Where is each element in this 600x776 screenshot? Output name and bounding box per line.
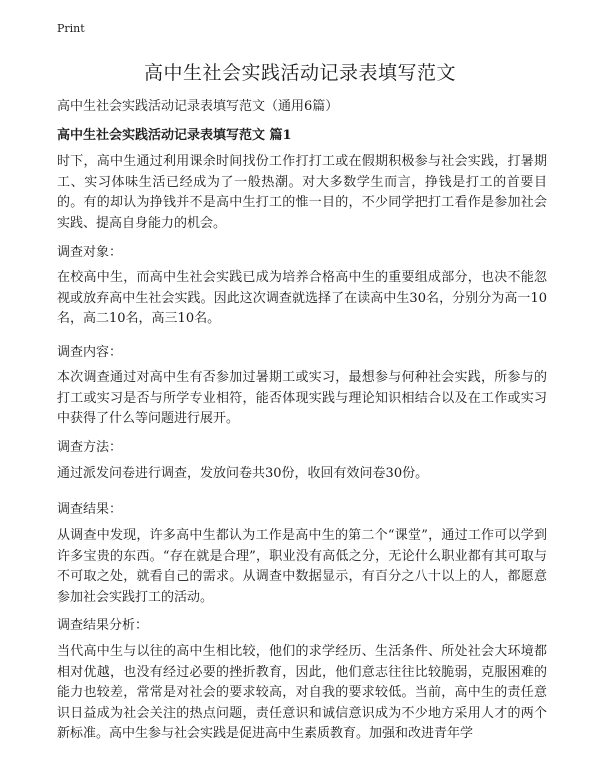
survey-method-paragraph: 通过派发问卷进行调查，发放问卷共30份，收回有效问卷30份。 — [57, 466, 429, 481]
document-subtitle: 高中生社会实践活动记录表填写范文（通用6篇） — [57, 99, 339, 114]
survey-method-label: 调查方法： — [57, 440, 123, 455]
survey-analysis-label: 调查结果分析： — [57, 618, 149, 633]
survey-object-paragraph: 在校高中生，而高中生社会实践已成为培养合格高中生的重要组成部分，也决不能忽视或放弃高中生社会实践。因此这次调查就选择了在读高中生30名，分别分为高一10名，高二10名，高三10名。 — [57, 270, 547, 326]
survey-result-label: 调查结果： — [57, 502, 123, 517]
section-heading: 高中生社会实践活动记录表填写范文 篇1 — [57, 128, 292, 143]
print-link[interactable]: Print — [57, 22, 85, 35]
survey-content-paragraph: 本次调查通过对高中生有否参加过暑期工或实习，最想参与何种社会实践，所参与的打工或实习是否与所学专业相符，能否体现实践与理论知识相结合以及在工作或实习中获得了什么等问题进行展开。 — [57, 370, 547, 426]
page-title: 高中生社会实践活动记录表填写范文 — [143, 62, 456, 84]
survey-content-label: 调查内容： — [57, 345, 123, 360]
survey-result-paragraph: 从调查中发现，许多高中生都认为工作是高中生的第二个“课堂”，通过工作可以学到许多宝贵的东西。“存在就是合理”，职业没有高低之分，无论什么职业都有其可取与不可取之处，就看自己的需求。从调查中数据显示，有百分之八十以上的人，都愿意参加社会实践打工的活动。 — [57, 528, 547, 605]
intro-paragraph: 时下，高中生通过利用课余时间找份工作打打工或在假期积极参与社会实践，打暑期工、实习体味生活已经成为了一般热潮。对大多数学生而言，挣钱是打工的首要目的。有的却认为挣钱并不是高中生打工的惟一目的，不少同学把打工看作是参加社会实践、提高自身能力的机会。 — [57, 154, 547, 231]
survey-object-label: 调查对象： — [57, 245, 123, 260]
survey-analysis-paragraph: 当代高中生与以往的高中生相比较，他们的求学经历、生活条件、所处社会大环境都相对优越，也没有经过必要的挫折教育，因此，他们意志往往比较脆弱，克服困难的能力也较差，常常是对社会的要求较高，对自我的要求较低。当前，高中生的责任意识日益成为社会关注的热点问题，责任意识和诚信意识成为不少地方采用人才的两个新标准。高中生参与社会实践是促进高中生素质教育。加强和改进青年学 — [57, 644, 547, 741]
